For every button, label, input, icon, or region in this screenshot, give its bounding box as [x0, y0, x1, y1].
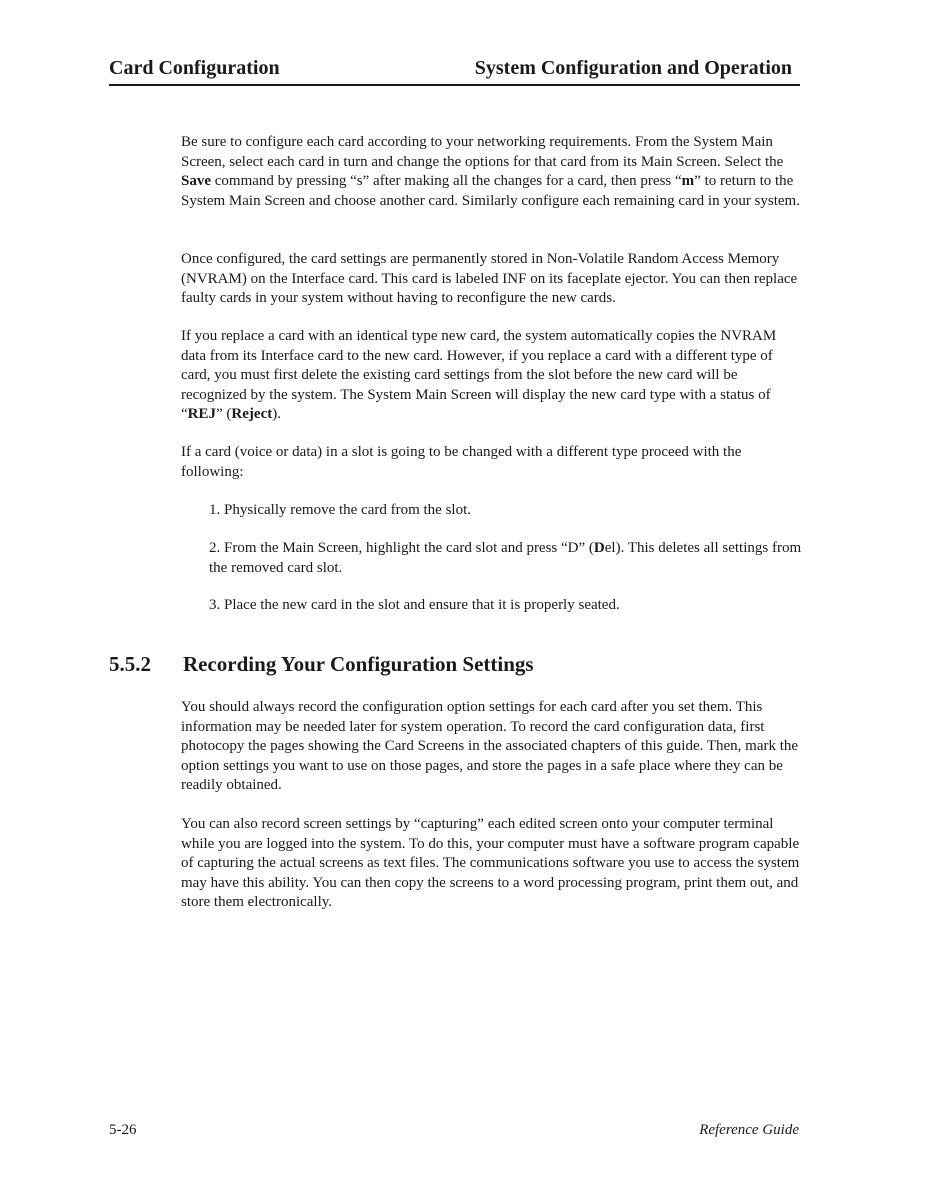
list-item-step-3: 3. Place the new card in the slot and ensure that it is properly seated.: [209, 597, 620, 613]
paragraph-replace-card: If you replace a card with an identical type new card, the system automatically copies the NVRAM data from its Interface card to the new card. However, if you replace a card with a different type of card, you must first delete the existing card settings from the slot before the new card will be recognized by the system. The System Main Screen will display the new card type with a status of “REJ” (Reject).: [181, 328, 777, 422]
list-item-step-1: 1. Physically remove the card from the slot.: [209, 502, 472, 518]
page-header: [109, 56, 800, 86]
paragraph-configure-cards: Be sure to configure each card according to your networking requirements. From the System Main Screen, select each card in turn and change the options for that card from its Main Screen. Select the Save command by pressing “s” after making all the changes for a card, then press “m” to return to the System Main Screen and choose another card. Similarly configure each remaining card in your system.: [181, 134, 800, 209]
section-title: Recording Your Configuration Settings: [183, 652, 534, 676]
bold-term: m: [681, 173, 695, 189]
header-chapter-title: Card Configuration: [109, 57, 280, 79]
footer-guide-name: Reference Guide: [699, 1122, 799, 1138]
paragraph-change-card-type: If a card (voice or data) in a slot is going to be changed with a different type proceed with the following:: [181, 444, 742, 480]
section-number: 5.5.2: [109, 652, 151, 676]
paragraph-record-settings: You should always record the configuration option settings for each card after you set them. This information may be needed later for system operation. To record the card configuration data, first photocopy the pages showing the Card Screens in the associated chapters of this guide. Then, mark the option settings you want to use on those pages, and store the pages in a safe place where they can be readily obtained.: [181, 699, 799, 793]
list-item-step-2: 2. From the Main Screen, highlight the card slot and press “D” (Del). This deletes all settings from the removed card slot.: [209, 540, 802, 576]
bold-term: REJ: [187, 406, 217, 422]
header-section-title: System Configuration and Operation: [474, 57, 792, 79]
section-heading: [109, 650, 534, 678]
page-number: 5-26: [109, 1122, 137, 1138]
bold-term: Save: [181, 173, 211, 189]
bold-term: D: [593, 540, 605, 556]
paragraph-capture-screens: You can also record screen settings by “capturing” each edited screen onto your computer terminal while you are logged into the system. To do this, your computer must have a software program capable of capturing the actual screens as text files. The communications software you use to access the system may have this ability. You can then copy the screens to a word processing program, print them out, and store them electronically.: [181, 816, 800, 910]
paragraph-nvram-storage: Once configured, the card settings are permanently stored in Non-Volatile Random Access Memory (NVRAM) on the Interface card. This card is labeled INF on its faceplate ejector. You can then replace faulty cards in your system without having to reconfigure the new cards.: [181, 251, 798, 306]
bold-term: Reject: [231, 406, 273, 422]
